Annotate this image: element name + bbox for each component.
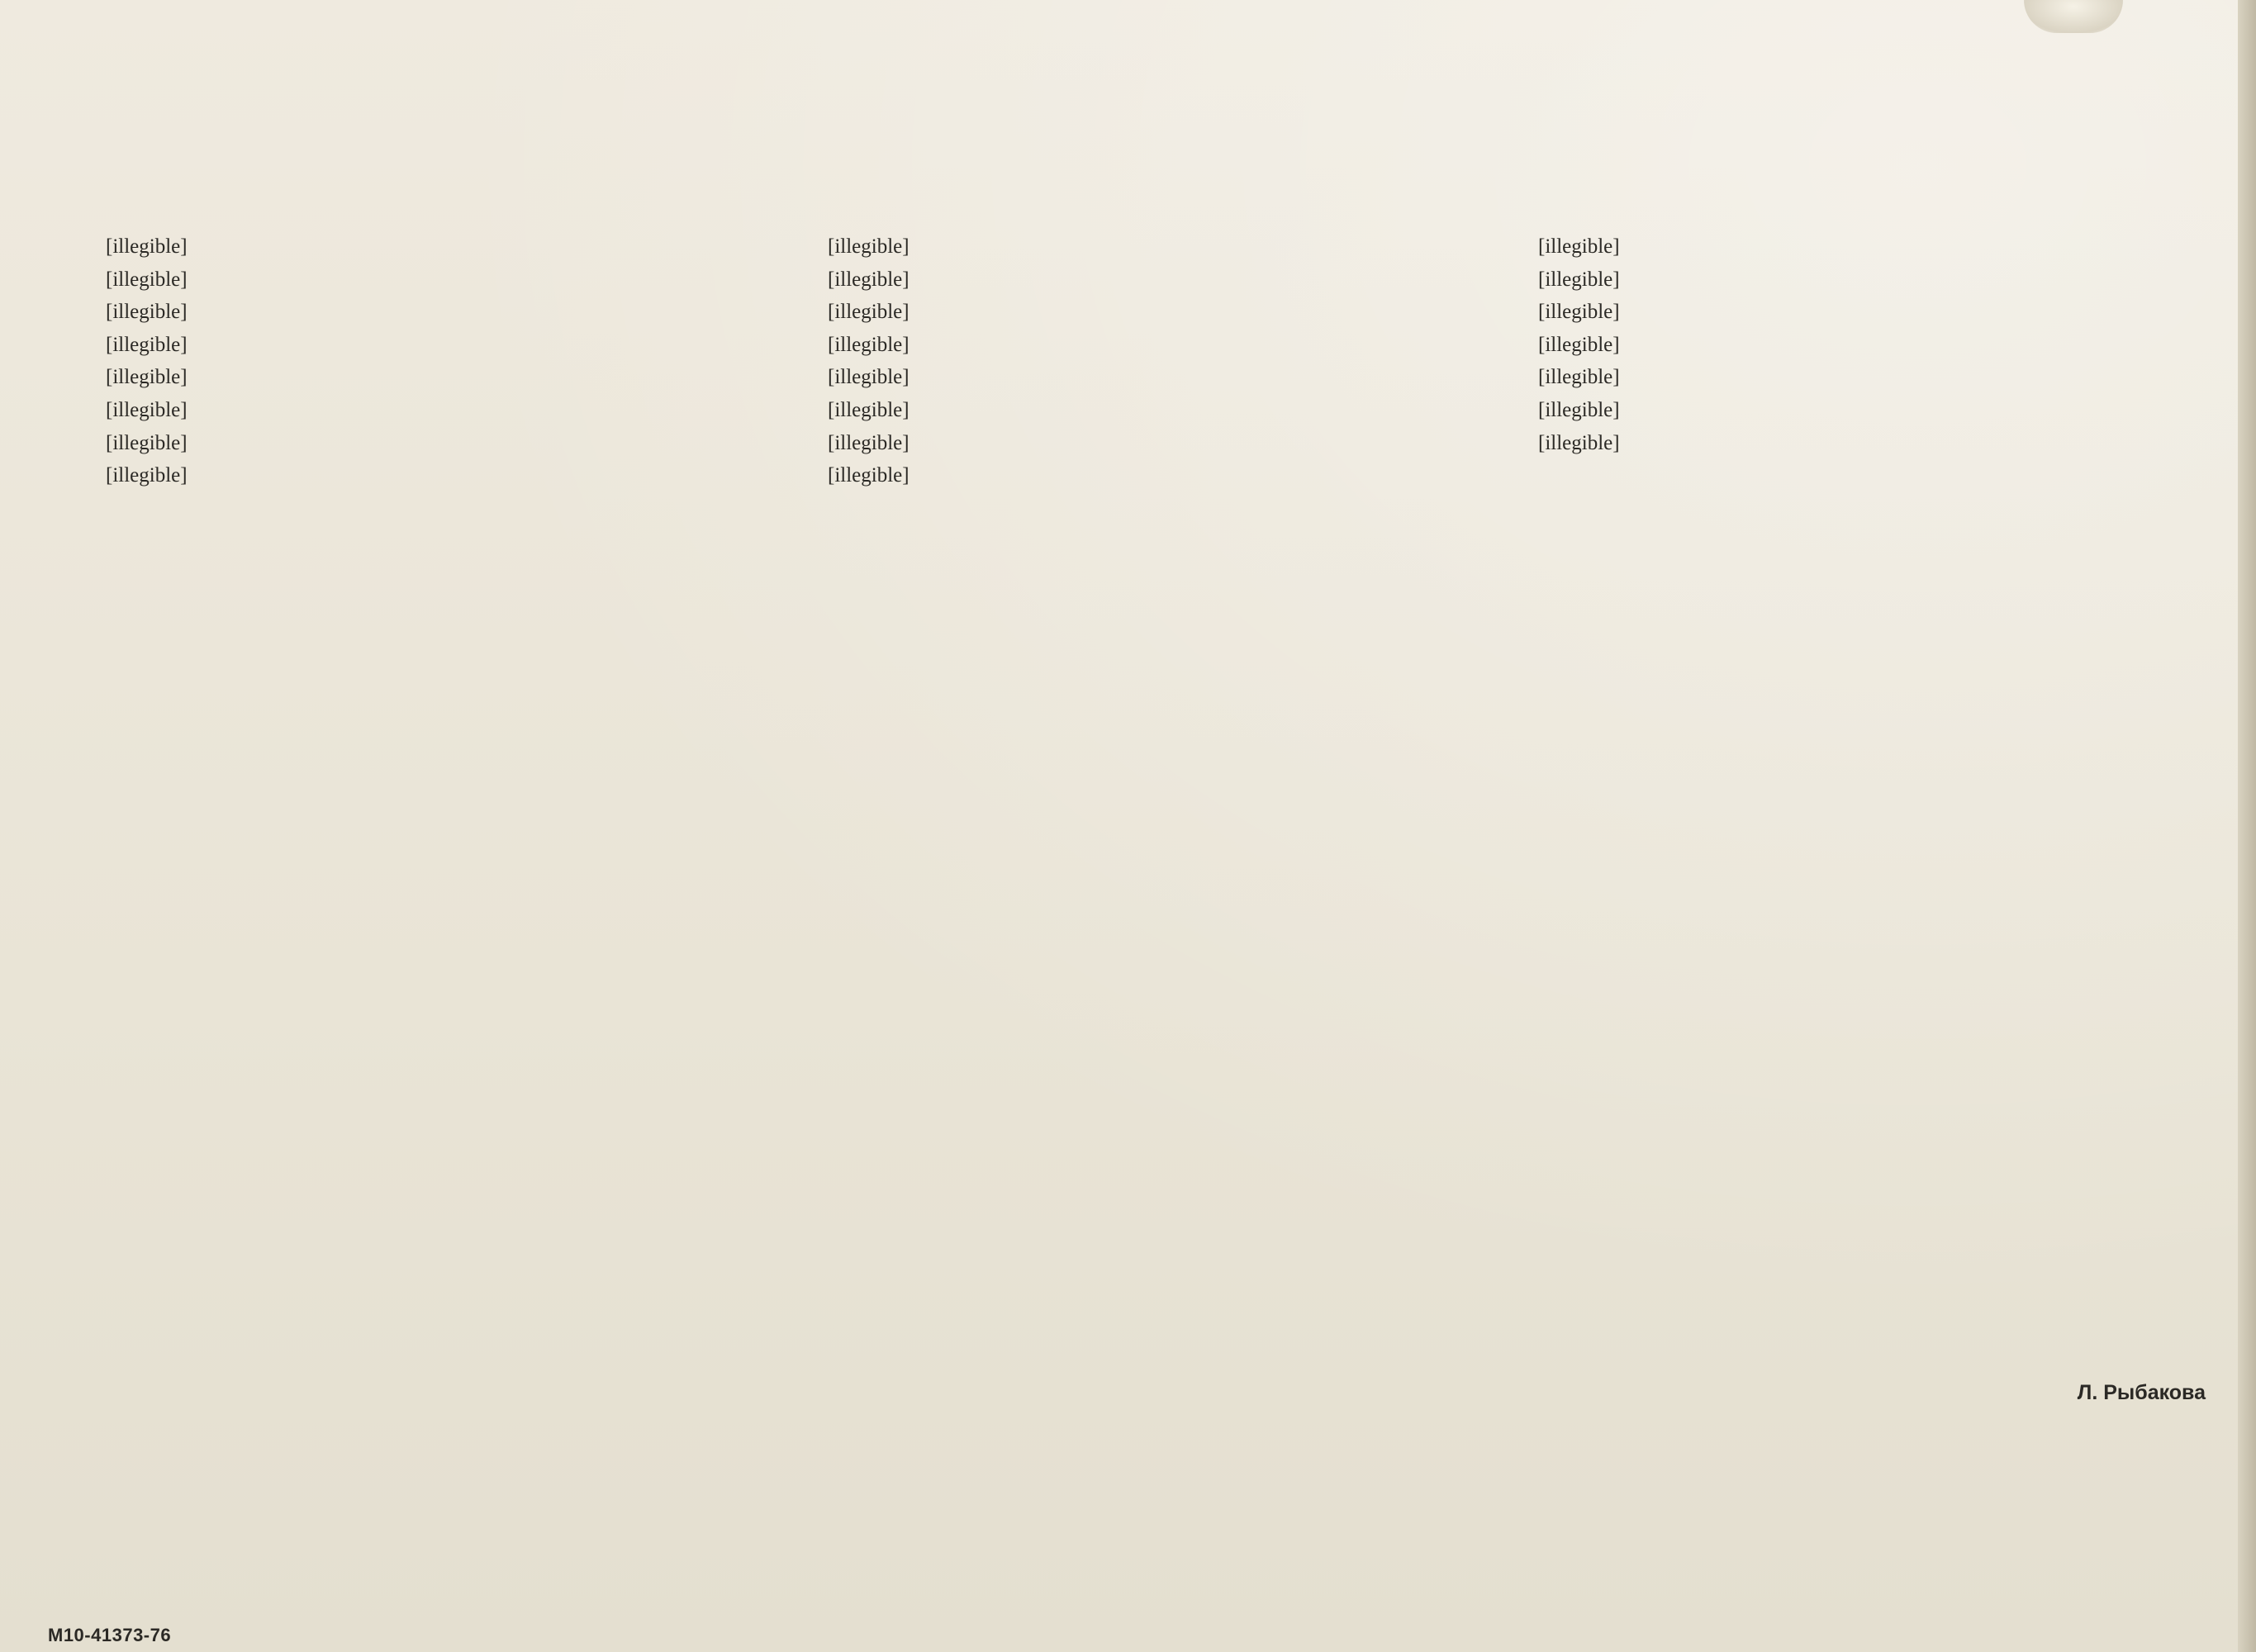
paragraph: [illegible] bbox=[1538, 366, 1620, 389]
paragraph: [illegible] bbox=[1538, 431, 1620, 454]
sleeve-edge-shadow bbox=[2238, 0, 2256, 1652]
paragraph: [illegible] bbox=[828, 464, 910, 487]
paragraph: [illegible] bbox=[106, 431, 188, 454]
text-column-3 bbox=[1505, 235, 2191, 1379]
paragraph: [illegible] bbox=[828, 431, 910, 454]
paragraph: [illegible] bbox=[828, 301, 910, 324]
paragraph: [illegible] bbox=[828, 235, 910, 258]
text-column-2 bbox=[795, 235, 1480, 1408]
paragraph: [illegible] bbox=[106, 235, 188, 258]
paragraph: [illegible] bbox=[106, 398, 188, 421]
paragraph: [illegible] bbox=[1538, 235, 1620, 258]
paragraph: [illegible] bbox=[828, 333, 910, 356]
paragraph: [illegible] bbox=[1538, 333, 1620, 356]
paragraph: [illegible] bbox=[828, 366, 910, 389]
paragraph: [illegible] bbox=[106, 301, 188, 324]
catalog-number: М10-41373-76 bbox=[48, 1625, 172, 1645]
paragraph: [illegible] bbox=[1538, 268, 1620, 291]
tape-mark bbox=[2024, 0, 2123, 33]
paragraph: [illegible] bbox=[1538, 301, 1620, 324]
author-signature: Л. Рыбакова bbox=[2077, 1381, 2206, 1404]
text-column-1 bbox=[73, 235, 758, 1408]
paragraph: [illegible] bbox=[828, 268, 910, 291]
paragraph: [illegible] bbox=[106, 333, 188, 356]
paragraph: [illegible] bbox=[828, 398, 910, 421]
paragraph: [illegible] bbox=[106, 268, 188, 291]
paragraph: [illegible] bbox=[106, 366, 188, 389]
paragraph: [illegible] bbox=[1538, 398, 1620, 421]
paragraph: [illegible] bbox=[106, 464, 188, 487]
